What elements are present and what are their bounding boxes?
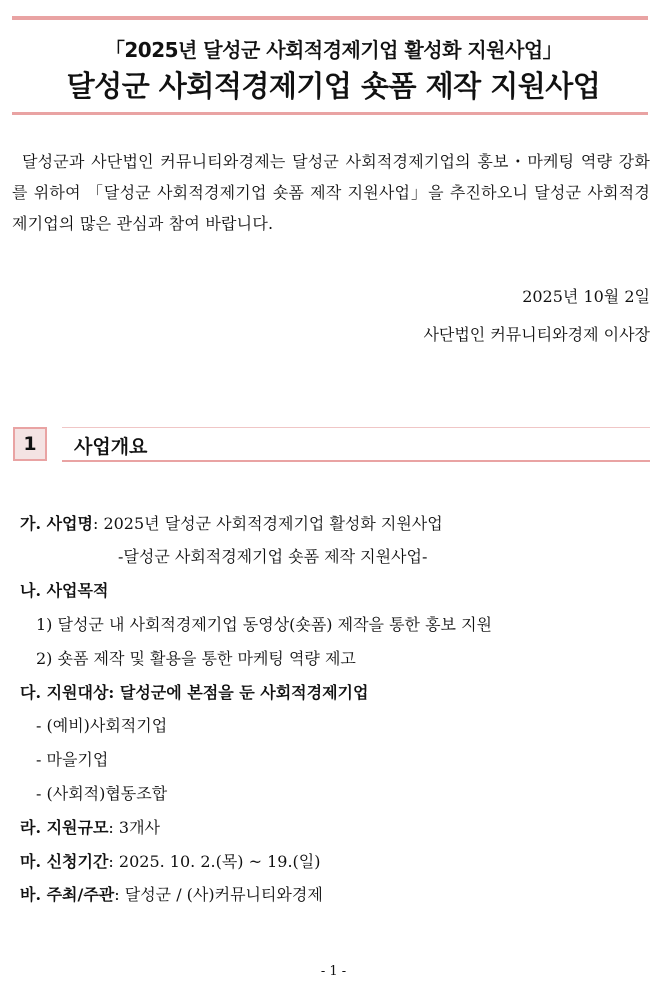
section-underline [62, 460, 650, 462]
item-host-label: 바. 주최/주관 [20, 885, 115, 904]
item-target-2: - 마을기업 [36, 750, 109, 769]
document-date: 2025년 10월 2일 [522, 287, 650, 306]
item-purpose [20, 578, 108, 601]
item-period-value: : 2025. 10. 2.(목) ~ 19.(일) [108, 852, 321, 871]
item-period [20, 849, 321, 872]
item-target-3: - (사회적)협동조합 [36, 784, 168, 803]
item-host [20, 882, 323, 905]
item-period-label: 마. 신청기간 [20, 852, 109, 871]
item-scale-value: : 3개사 [108, 818, 160, 837]
item-business-name [20, 511, 443, 534]
item-target-1: - (예비)사회적기업 [36, 716, 168, 735]
item-business-name-sub: -달성군 사회적경제기업 숏폼 제작 지원사업- [118, 547, 428, 566]
issuing-organization: 사단법인 커뮤니티와경제 이사장 [423, 325, 650, 344]
item-purpose-1: 1) 달성군 내 사회적경제기업 동영상(숏폼) 제작을 통한 홍보 지원 [36, 615, 492, 634]
item-host-value: : 달성군 / (사)커뮤니티와경제 [114, 885, 323, 904]
item-scale-label: 라. 지원규모 [20, 818, 109, 837]
document-title: 달성군 사회적경제기업 숏폼 제작 지원사업 [66, 69, 601, 103]
page-number: - 1 - [320, 964, 347, 979]
item-purpose-2: 2) 숏폼 제작 및 활용을 통한 마케팅 역량 제고 [36, 649, 356, 668]
intro-paragraph [12, 146, 650, 239]
section-number: 1 [13, 427, 47, 461]
item-target-value: : 달성군에 본점을 둔 사회적경제기업 [108, 683, 369, 702]
section-title: 사업개요 [74, 436, 148, 458]
section-top-rule [62, 427, 650, 428]
item-business-name-value: : 2025년 달성군 사회적경제기업 활성화 지원사업 [92, 514, 443, 533]
item-purpose-label: 나. 사업목적 [20, 581, 109, 600]
item-target-label: 다. 지원대상 [20, 683, 109, 702]
header-top-rule [12, 16, 648, 20]
document-subtitle: 「2025년 달성군 사회적경제기업 활성화 지원사업」 [104, 38, 563, 62]
item-scale [20, 815, 160, 838]
item-business-name-label: 가. 사업명 [20, 514, 93, 533]
intro-text: 달성군과 사단법인 커뮤니티와경제는 달성군 사회적경제기업의 홍보・마케팅 역량 강화를 위하여 「달성군 사회적경제기업 숏폼 제작 지원사업」을 추진하오니 달성군 사회적경제기업의 많은 관심과 참여 바랍니다. [12, 152, 650, 233]
header-bottom-rule [12, 112, 648, 115]
item-target [20, 680, 368, 703]
